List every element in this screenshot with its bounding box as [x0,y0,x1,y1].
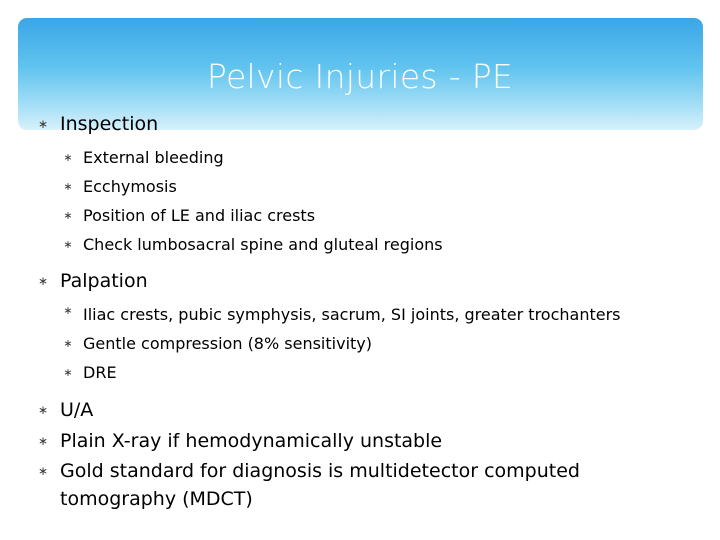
asterisk-bullet-icon: ∗ [63,180,73,193]
palpation-sublist [60,300,656,387]
sub-bullet [60,143,656,172]
sub-bullet-text: Iliac crests, pubic symphysis, sacrum, SI joints, greater trochanters [83,305,621,324]
bullet-text: Gold standard for diagnosis is multidetector computed tomography (MDCT) [60,460,580,510]
asterisk-bullet-icon: ∗ [63,337,73,350]
bullet-ua [36,395,656,426]
asterisk-bullet-icon: ∗ [37,403,49,417]
sub-bullet [60,172,656,201]
inspection-sublist [60,143,656,259]
sub-bullet-text: Ecchymosis [83,177,177,196]
asterisk-bullet-icon: ∗ [63,209,73,222]
sub-bullet [60,230,656,259]
bullet-text: Inspection [60,113,159,135]
additional-bullet-list [36,395,656,513]
bullet-text: Palpation [60,270,148,292]
bullet-text: U/A [60,399,94,421]
bullet-inspection [36,110,656,259]
bullet-mdct [36,457,656,513]
sub-bullet-text: External bleeding [83,148,224,167]
asterisk-bullet-icon: ∗ [37,464,49,478]
bullet-xray [36,426,656,457]
asterisk-bullet-icon: ∗ [37,434,49,448]
sub-bullet-text: Check lumbosacral spine and gluteal regions [83,235,443,254]
asterisk-bullet-icon: ∗ [63,238,73,251]
sub-bullet-text: Position of LE and iliac crests [83,206,316,225]
sub-bullet [60,329,656,358]
sub-bullet [60,300,656,329]
asterisk-bullet-icon: ∗ [37,117,49,131]
bullet-text: Plain X-ray if hemodynamically unstable [60,430,443,452]
main-bullet-list [36,110,656,387]
sub-bullet-text: Gentle compression (8% sensitivity) [83,334,372,353]
asterisk-bullet-icon: ∗ [63,151,73,164]
sub-bullet [60,201,656,230]
asterisk-bullet-icon: ∗ [63,366,73,379]
asterisk-bullet-icon: ∗ [63,304,73,317]
sub-bullet-text: DRE [83,363,117,382]
asterisk-bullet-icon: ∗ [37,274,49,288]
bullet-palpation [36,267,656,387]
slide-title: Pelvic Injuries - PE [206,57,514,96]
sub-bullet [60,358,656,387]
slide-content [36,110,656,513]
